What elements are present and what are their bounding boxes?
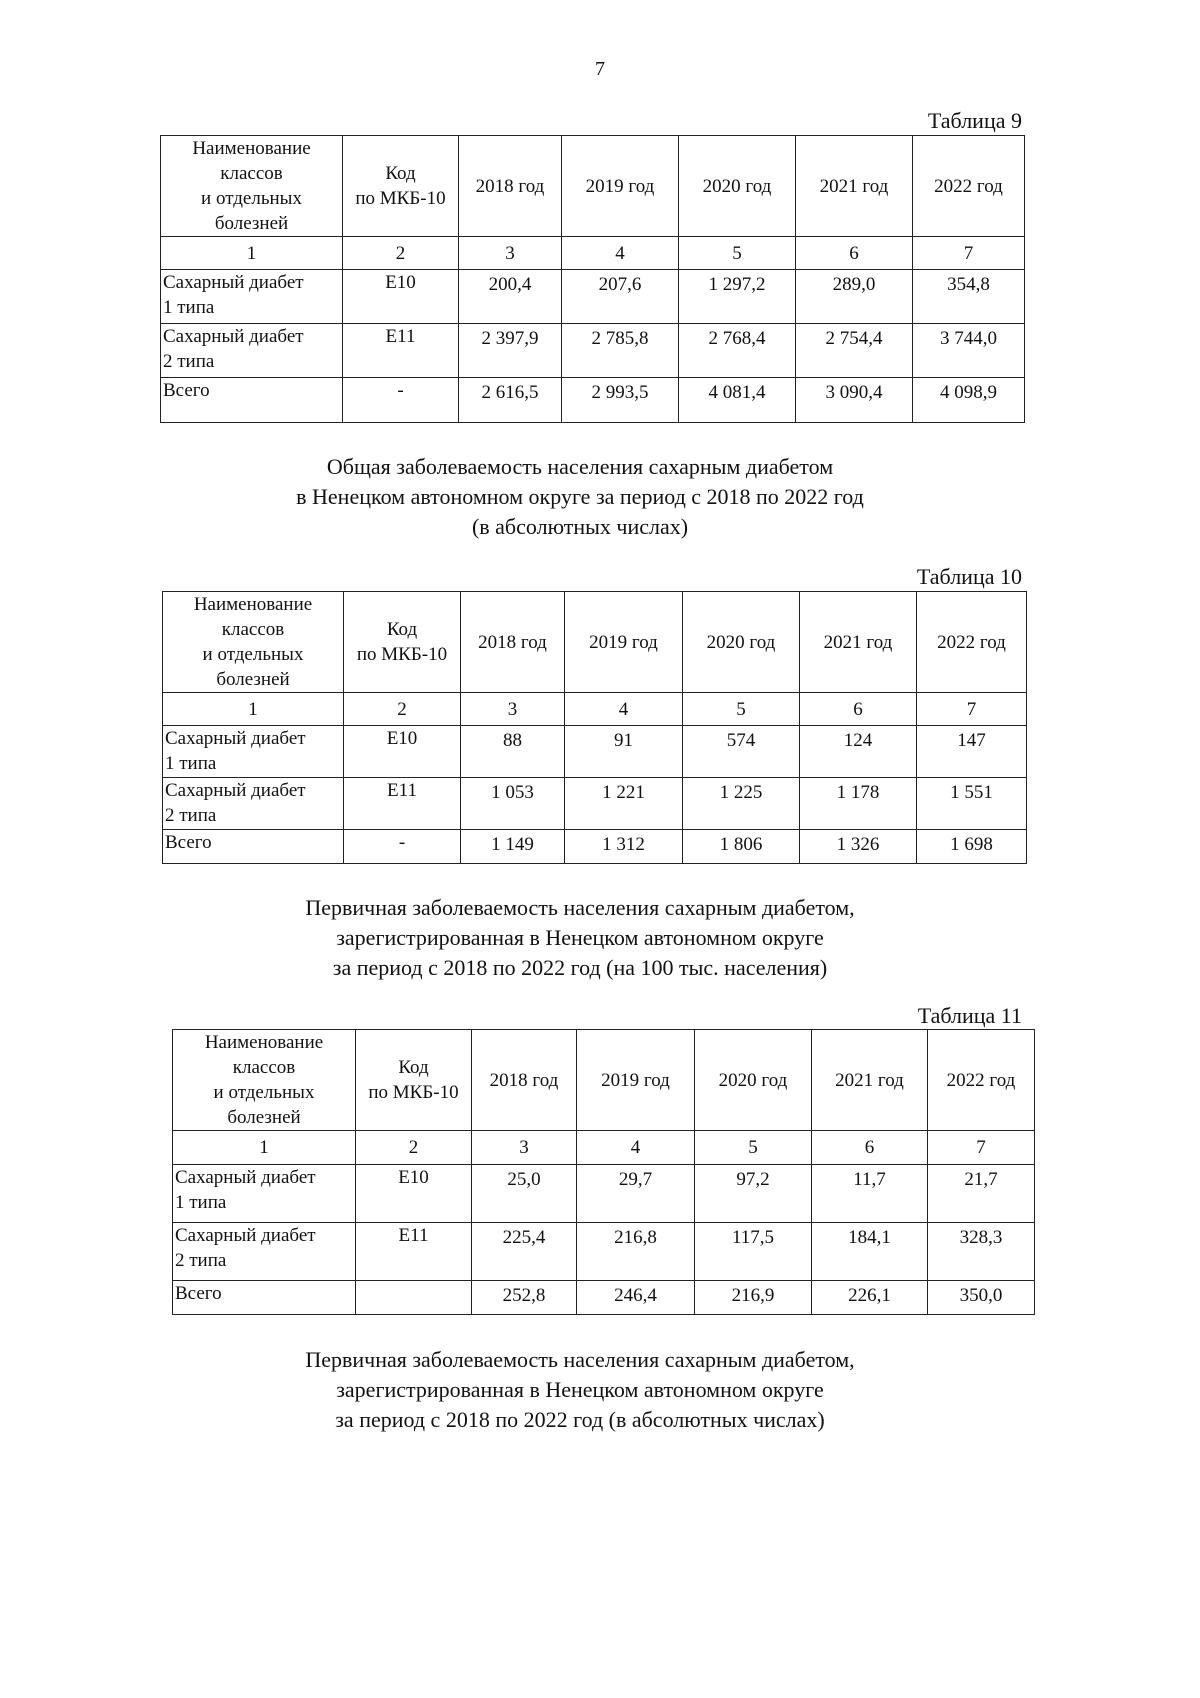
table-cell-value: 574 (683, 726, 800, 778)
icd-code (356, 1281, 472, 1315)
column-number-row (163, 693, 1027, 726)
table-cell-value: 2 993,5 (562, 378, 679, 423)
column-number: 7 (917, 693, 1027, 726)
disease-name-line: Сахарный диабет (163, 272, 304, 293)
disease-name-line: 2 типа (163, 351, 215, 372)
heading-line: Первичная заболеваемость населения сахарным диабетом, (305, 895, 855, 920)
table-cell-value: 124 (800, 726, 917, 778)
column-header-year: 2020 год (683, 592, 800, 693)
table-cell-value: 1 297,2 (679, 270, 796, 324)
icd-code: Е10 (343, 270, 459, 324)
table-cell-value: 200,4 (459, 270, 562, 324)
column-header-name (163, 592, 344, 693)
icd-code: - (344, 830, 461, 864)
column-header-name (173, 1030, 356, 1131)
disease-name-line: 1 типа (175, 1192, 227, 1213)
column-header-year: 2019 год (565, 592, 683, 693)
header-line: Наименование (192, 138, 311, 159)
column-number: 6 (800, 693, 917, 726)
page-number: 7 (595, 58, 605, 80)
column-number: 1 (163, 693, 344, 726)
header-line: болезней (227, 1107, 301, 1128)
icd-code: - (343, 378, 459, 423)
column-number-row (173, 1131, 1035, 1165)
disease-name-line: Сахарный диабет (175, 1225, 316, 1246)
table-row (163, 830, 1027, 864)
disease-name-line: Сахарный диабет (165, 728, 306, 749)
table-cell-value: 246,4 (577, 1281, 695, 1315)
header-line: классов (232, 1057, 296, 1078)
table-cell-value: 11,7 (812, 1165, 928, 1223)
disease-name (163, 830, 344, 864)
column-header-year: 2018 год (472, 1030, 577, 1131)
disease-name (173, 1223, 356, 1281)
heading-line: зарегистрированная в Ненецком автономном округе (336, 925, 824, 950)
disease-name (173, 1165, 356, 1223)
heading-line: Первичная заболеваемость населения сахарным диабетом, (305, 1347, 855, 1372)
table-cell-value: 350,0 (928, 1281, 1035, 1315)
table-cell-value: 1 053 (461, 778, 565, 830)
column-header-year: 2022 год (928, 1030, 1035, 1131)
disease-name-line: Сахарный диабет (165, 780, 306, 801)
column-number: 4 (565, 693, 683, 726)
table-cell-value: 289,0 (796, 270, 913, 324)
column-header-year: 2022 год (913, 136, 1025, 237)
table-cell-value: 4 098,9 (913, 378, 1025, 423)
column-number: 2 (356, 1131, 472, 1165)
header-line: Наименование (204, 1032, 324, 1053)
column-header-year: 2018 год (461, 592, 565, 693)
disease-name-line: Всего (165, 832, 212, 853)
header-line: Наименование (193, 594, 313, 615)
column-header-code (344, 592, 461, 693)
column-header-code (356, 1030, 472, 1131)
table-cell-value: 252,8 (472, 1281, 577, 1315)
icd-code: Е10 (344, 726, 461, 778)
header-line: болезней (216, 669, 290, 690)
table-cell-value: 1 225 (683, 778, 800, 830)
column-number: 2 (344, 693, 461, 726)
table-cell-value: 3 090,4 (796, 378, 913, 423)
header-line: болезней (214, 213, 289, 234)
disease-name (161, 270, 343, 324)
table-cell-value: 1 806 (683, 830, 800, 864)
heading-line: зарегистрированная в Ненецком автономном округе (336, 1377, 824, 1402)
header-line: и отдельных (213, 1082, 315, 1103)
column-header-year: 2018 год (459, 136, 562, 237)
icd-code: Е11 (343, 324, 459, 378)
column-header-year: 2021 год (800, 592, 917, 693)
column-number: 5 (679, 237, 796, 270)
table-cell-value: 25,0 (472, 1165, 577, 1223)
table-cell-value: 97,2 (695, 1165, 812, 1223)
header-line: Код (386, 619, 418, 640)
table-cell-value: 184,1 (812, 1223, 928, 1281)
table-cell-value: 1 326 (800, 830, 917, 864)
table-cell-value: 29,7 (577, 1165, 695, 1223)
table-cell-value: 207,6 (562, 270, 679, 324)
disease-name-line: 1 типа (165, 753, 217, 774)
column-number: 5 (683, 693, 800, 726)
header-line: по МКБ-10 (356, 644, 448, 665)
table-cell-value: 88 (461, 726, 565, 778)
table-cell-value: 354,8 (913, 270, 1025, 324)
column-number: 6 (812, 1131, 928, 1165)
table-cell-value: 216,9 (695, 1281, 812, 1315)
section-heading (200, 1345, 960, 1435)
column-header-year: 2021 год (796, 136, 913, 237)
disease-name-line: 1 типа (163, 297, 215, 318)
header-line: и отдельных (202, 644, 304, 665)
column-number: 2 (343, 237, 459, 270)
disease-name (173, 1281, 356, 1315)
column-number: 7 (913, 237, 1025, 270)
column-header-year: 2019 год (562, 136, 679, 237)
data-table (162, 591, 1027, 864)
column-header-year: 2022 год (917, 592, 1027, 693)
heading-line: Общая заболеваемость населения сахарным диабетом (326, 454, 834, 479)
table-cell-value: 1 698 (917, 830, 1027, 864)
table-cell-value: 1 149 (461, 830, 565, 864)
table-cell-value: 1 551 (917, 778, 1027, 830)
table-cell-value: 2 616,5 (459, 378, 562, 423)
disease-name-line: 2 типа (175, 1250, 227, 1271)
header-line: Код (385, 163, 416, 184)
table-cell-value: 91 (565, 726, 683, 778)
table-row (173, 1165, 1035, 1223)
disease-name (163, 726, 344, 778)
header-line: классов (220, 163, 283, 184)
column-header-year: 2021 год (812, 1030, 928, 1131)
header-line: по МКБ-10 (355, 188, 446, 209)
heading-line: (в абсолютных числах) (471, 514, 689, 539)
table-row (173, 1223, 1035, 1281)
heading-line: за период с 2018 по 2022 год (на 100 тыс. населения) (332, 955, 828, 980)
column-number: 3 (461, 693, 565, 726)
table-cell-value: 216,8 (577, 1223, 695, 1281)
disease-name-line: Всего (175, 1283, 222, 1304)
disease-name-line: 2 типа (165, 805, 217, 826)
header-line: и отдельных (201, 188, 302, 209)
header-line: классов (221, 619, 285, 640)
icd-code: Е11 (344, 778, 461, 830)
table-cell-value: 226,1 (812, 1281, 928, 1315)
column-number-row (161, 237, 1025, 270)
section-heading (200, 893, 960, 983)
disease-name-line: Сахарный диабет (163, 326, 304, 347)
table-cell-value: 2 768,4 (679, 324, 796, 378)
table-cell-value: 225,4 (472, 1223, 577, 1281)
table-row (161, 270, 1025, 324)
column-number: 5 (695, 1131, 812, 1165)
table-caption: Таблица 9 (927, 108, 1022, 133)
column-number: 3 (472, 1131, 577, 1165)
table-cell-value: 147 (917, 726, 1027, 778)
data-table (172, 1029, 1035, 1315)
table-cell-value: 21,7 (928, 1165, 1035, 1223)
icd-code: Е11 (356, 1223, 472, 1281)
table-caption: Таблица 10 (916, 564, 1022, 589)
column-number: 4 (577, 1131, 695, 1165)
section-heading (200, 452, 960, 542)
table-cell-value: 2 397,9 (459, 324, 562, 378)
table-row (161, 324, 1025, 378)
table-row (163, 726, 1027, 778)
disease-name (163, 778, 344, 830)
header-line: Код (398, 1057, 429, 1078)
table-cell-value: 1 178 (800, 778, 917, 830)
table-row (163, 778, 1027, 830)
column-number: 7 (928, 1131, 1035, 1165)
table-cell-value: 2 785,8 (562, 324, 679, 378)
table-cell-value: 3 744,0 (913, 324, 1025, 378)
table-cell-value: 328,3 (928, 1223, 1035, 1281)
icd-code: Е10 (356, 1165, 472, 1223)
table-cell-value: 4 081,4 (679, 378, 796, 423)
column-header-year: 2019 год (577, 1030, 695, 1131)
table-caption: Таблица 11 (917, 1003, 1022, 1028)
table-cell-value: 2 754,4 (796, 324, 913, 378)
column-number: 3 (459, 237, 562, 270)
header-line: по МКБ-10 (368, 1082, 459, 1103)
column-header-name (161, 136, 343, 237)
disease-name-line: Всего (163, 380, 210, 401)
column-number: 6 (796, 237, 913, 270)
disease-name (161, 324, 343, 378)
column-header-year: 2020 год (679, 136, 796, 237)
column-number: 1 (161, 237, 343, 270)
table-row (173, 1281, 1035, 1315)
heading-line: за период с 2018 по 2022 год (в абсолютных числах) (335, 1407, 825, 1432)
heading-line: в Ненецком автономном округе за период с 2018 по 2022 год (296, 484, 864, 509)
table-cell-value: 1 221 (565, 778, 683, 830)
column-number: 1 (173, 1131, 356, 1165)
data-table (160, 135, 1025, 423)
disease-name (161, 378, 343, 423)
column-number: 4 (562, 237, 679, 270)
column-header-code (343, 136, 459, 237)
table-row (161, 378, 1025, 423)
table-cell-value: 1 312 (565, 830, 683, 864)
disease-name-line: Сахарный диабет (175, 1167, 316, 1188)
column-header-year: 2020 год (695, 1030, 812, 1131)
table-cell-value: 117,5 (695, 1223, 812, 1281)
